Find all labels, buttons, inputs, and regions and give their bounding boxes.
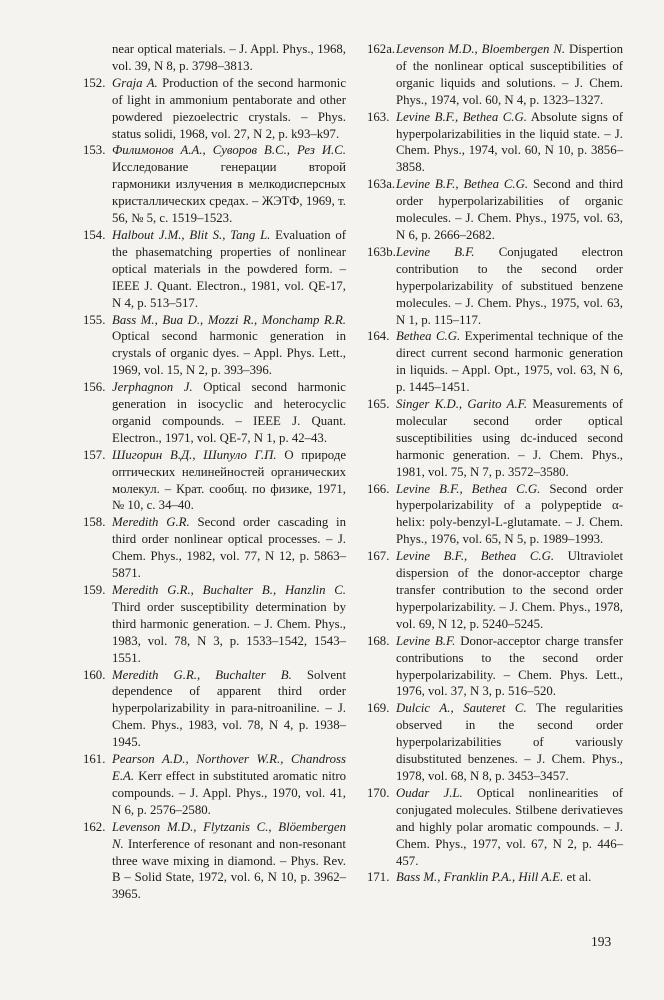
reference-number: 157. bbox=[83, 447, 106, 462]
reference-159 bbox=[83, 582, 346, 667]
reference-155 bbox=[83, 312, 346, 380]
reference-158 bbox=[83, 514, 346, 582]
reference-number: 168. bbox=[367, 633, 390, 648]
reference-text: Kerr effect in substituted aromatic nitro compounds. – J. Appl. Phys., 1970, vol. 41, N 6, p. 2576–2580. bbox=[112, 768, 347, 817]
reference-authors: Meredith G.R. bbox=[112, 515, 190, 530]
continued-reference: near optical materials. – J. Appl. Phys., 1968, vol. 39, N 8, p. 3798–3813. bbox=[112, 42, 346, 73]
reference-authors: Meredith G.R., Buchalter B. bbox=[112, 667, 292, 682]
reference-text: Dispertion of the nonlinear optical susceptibilities of organic liquids and solutions. – J. Chem. Phys., 1974, vol. 60, N 4, p. 1323–1327. bbox=[396, 42, 624, 107]
reference-text: Optical nonlinearities of conjugated molecules. Stilbene derivatieves and highly polar aromatic compounds. – J. Chem. Phys., 1977, vol. 67, N 2, p. 446–457. bbox=[396, 785, 624, 868]
reference-text: Second and third order hyperpolarizabilities of organic molecules. – J. Chem. Phys., 1975, vol. 63, N 6, p. 2666–2682. bbox=[396, 177, 624, 242]
reference-152 bbox=[83, 75, 346, 143]
reference-163b bbox=[367, 244, 623, 329]
reference-165 bbox=[367, 396, 623, 481]
reference-154 bbox=[83, 227, 346, 312]
reference-authors: Шигорин В.Д., Шипуло Г.П. bbox=[112, 447, 277, 462]
reference-number: 156. bbox=[83, 380, 106, 395]
reference-number: 152. bbox=[83, 75, 106, 90]
reference-163 bbox=[367, 109, 623, 177]
reference-authors: Oudar J.L. bbox=[396, 785, 463, 800]
reference-text: Interference of resonant and non-resonant three wave mixing in diamond. – Phys. Rev. B – Solid State, 1972, vol. 6, N 10, p. 3962–3965. bbox=[112, 836, 346, 902]
reference-153 bbox=[83, 142, 346, 227]
reference-number: 165. bbox=[367, 397, 390, 412]
left-column bbox=[83, 41, 346, 903]
reference-160 bbox=[83, 667, 346, 752]
reference-number: 166. bbox=[367, 481, 390, 496]
reference-number: 167. bbox=[367, 549, 390, 564]
reference-167 bbox=[367, 548, 623, 633]
reference-text: Measurements of molecular second order optical susceptibilities using dc-induced second harmonic generation. – J. Chem. Phys., 1981, vol. 75, N 7, p. 3572–3580. bbox=[396, 397, 623, 479]
reference-number: 155. bbox=[83, 312, 106, 327]
reference-authors: Meredith G.R., Buchalter B., Hanzlin C. bbox=[112, 583, 346, 597]
reference-number: 162. bbox=[83, 819, 106, 834]
reference-163a bbox=[367, 176, 623, 244]
reference-authors: Bass M., Bua D., Mozzi R., Monchamp R.R. bbox=[112, 312, 346, 327]
reference-number: 154. bbox=[83, 227, 106, 242]
reference-authors: Levine B.F., Bethea C.G. bbox=[396, 177, 529, 192]
reference-157 bbox=[83, 447, 346, 515]
reference-text: Production of the second harmonic of light in ammonium pentaborate and other powdered piezoelectric crystals. – Phys. status solidi, 1968, vol. 27, N 2, p. k93–k97. bbox=[112, 75, 346, 141]
reference-authors: Levine B.F., Bethea C.G. bbox=[396, 549, 555, 564]
reference-authors: Филимонов А.А., Суворов В.С., Рез И.С. bbox=[112, 143, 346, 158]
reference-number: 163a. bbox=[367, 177, 396, 192]
reference-171 bbox=[367, 869, 623, 886]
reference-authors: Bass M., Franklin P.A., Hill A.E. bbox=[396, 870, 564, 885]
reference-text: Evaluation of the phasematching properties of nonlinear optical materials in the powdered form. – IEEE J. Quant. Electron., 1981, vol. QE-17, N 4, p. 513–517. bbox=[112, 227, 347, 310]
reference-authors: Dulcic A., Sauteret C. bbox=[396, 701, 527, 716]
reference-168 bbox=[367, 633, 623, 701]
reference-text: Third order susceptibility determination by third harmonic generation. – J. Chem. Phys., 1983, vol. 78, N 3, p. 1533–1542, 1543–1551. bbox=[112, 599, 346, 665]
reference-authors: Levine B.F. bbox=[396, 633, 456, 648]
reference-text: et al. bbox=[566, 870, 592, 885]
reference-number: 171. bbox=[367, 870, 390, 885]
reference-authors: Levine B.F., Bethea C.G. bbox=[396, 109, 527, 124]
reference-156 bbox=[83, 379, 346, 447]
reference-authors: Bethea C.G. bbox=[396, 329, 461, 344]
reference-authors: Levine B.F., Bethea C.G. bbox=[396, 481, 541, 496]
reference-number: 170. bbox=[367, 785, 390, 800]
reference-169 bbox=[367, 700, 623, 785]
reference-number: 164. bbox=[367, 329, 390, 344]
reference-number: 158. bbox=[83, 515, 106, 530]
reference-162 bbox=[83, 819, 346, 904]
reference-170 bbox=[367, 785, 623, 870]
reference-authors: Levenson M.D., Flytzanis C., Blöembergen N. bbox=[112, 819, 346, 851]
right-column bbox=[367, 41, 623, 886]
reference-authors: Halbout J.M., Blit S., Tang L. bbox=[112, 227, 271, 242]
reference-number: 163b. bbox=[367, 244, 396, 259]
page-number: 193 bbox=[591, 934, 612, 949]
reference-number: 161. bbox=[83, 752, 106, 767]
reference-number: 160. bbox=[83, 667, 106, 682]
reference-text: Optical second harmonic generation in isocyclic and heterocyclic organid compounds. – IEEE J. Quant. Electron., 1971, vol. QE-7, N 1, p. 42–43. bbox=[112, 380, 346, 445]
reference-authors: Pearson A.D., Northover W.R., Chandross E.A. bbox=[112, 752, 346, 783]
reference-164 bbox=[367, 328, 623, 396]
reference-text: О природе оптических нелинейностей органических молекул. – Крат. сообщ. по физике, 1971, № 10, с. 34–40. bbox=[112, 447, 347, 513]
reference-number: 163. bbox=[367, 109, 390, 124]
reference-authors: Singer K.D., Garito A.F. bbox=[396, 397, 528, 412]
reference-authors: Levenson M.D., Bloembergen N. bbox=[396, 42, 566, 56]
reference-text: Ultraviolet dispersion of the donor-acceptor charge transfer contribution to the second order hyperpolarizability. – J. Chem. Phys., 1978, vol. 69, N 12, p. 5240–5245. bbox=[396, 549, 623, 631]
reference-162a bbox=[367, 41, 623, 109]
reference-text: Absolute signs of hyperpolarizabilities in the liquid state. – J. Chem. Phys., 1974, vol. 60, N 10, p. 3856–3858. bbox=[396, 109, 623, 175]
reference-authors: Graja A. bbox=[112, 75, 158, 90]
reference-text: Second order hyperpolarizability of a polypeptide α-helix: poly-benzyl-L-glutamate. – J. Chem. Phys., 1976, vol. 65, N 5, p. 1989–1993. bbox=[396, 481, 623, 547]
reference-text: Solvent dependence of apparent third order hyperpolarizability in para-nitroaniline. – J. Chem. Phys., 1983, vol. 78, N 4, p. 1938–1945. bbox=[112, 667, 346, 750]
reference-number: 159. bbox=[83, 583, 106, 597]
reference-text: Conjugated electron contribution to the second order hyperpolarizability of substitued benzene molecules. – J. Chem. Phys., 1975, vol. 63, N 1, p. 115–117. bbox=[396, 244, 624, 327]
reference-166 bbox=[367, 481, 623, 549]
reference-text: Experimental technique of the direct current second harmonic generation in liquids. – Appl. Opt., 1975, vol. 63, N 6, p. 1445–1451. bbox=[396, 329, 623, 395]
reference-text: Optical second harmonic generation in crystals of organic dyes. – Appl. Phys. Lett., 1969, vol. 15, N 2, p. 393–396. bbox=[112, 329, 346, 378]
reference-text: Исследование генерации второй гармоники излучения в мелкодисперсных кристаллических средах. – ЖЭТФ, 1969, т. 56, № 5, с. 1519–1523. bbox=[112, 160, 346, 226]
reference-authors: Levine B.F. bbox=[396, 244, 475, 259]
reference-number: 169. bbox=[367, 701, 390, 716]
reference-authors: Jerphagnon J. bbox=[112, 380, 193, 395]
reference-number: 162a. bbox=[367, 42, 396, 56]
reference-text: The regularities observed in the second order hyperpolarizabilities of variously disubstituted benzenes. – J. Chem. Phys., 1978, vol. 68, N 8, p. 3453–3457. bbox=[396, 701, 624, 783]
reference-number: 153. bbox=[83, 143, 106, 158]
reference-161 bbox=[83, 751, 346, 819]
reference-text: Donor-acceptor charge transfer contributions to the second order hyperpolarizability. – Chem. Phys. Lett., 1976, vol. 37, N 3, p. 516–520. bbox=[396, 633, 623, 699]
reference-text: Second order cascading in third order nonlinear optical processes. – J. Chem. Phys., 1982, vol. 77, N 12, p. 5863–5871. bbox=[112, 515, 346, 581]
